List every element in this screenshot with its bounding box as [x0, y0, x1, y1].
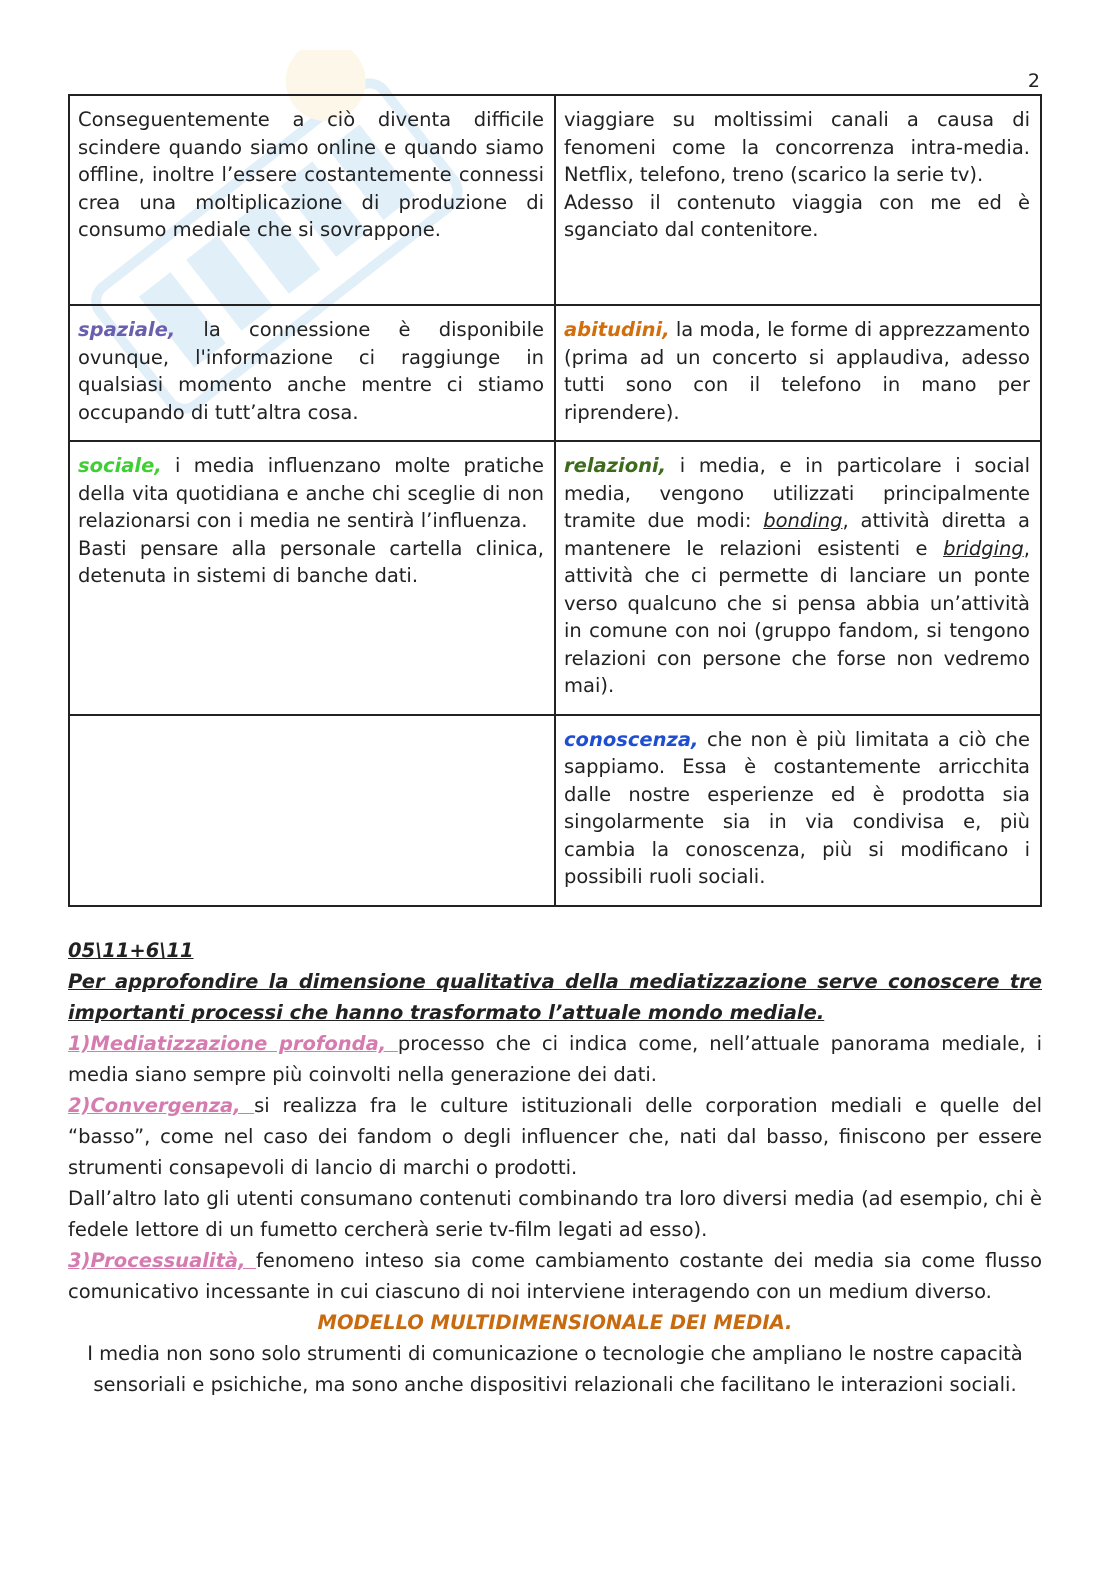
- process-1-text: processo che ci indica come, nell’attuale panorama mediale, i media siano sempre più coinvolti nella generazione dei dati.: [68, 1031, 1042, 1086]
- process-1: [68, 1028, 1042, 1090]
- model-text: I media non sono solo strumenti di comunicazione o tecnologie che ampliano le nostre capacità sensoriali e psichiche, ma sono anche dispositivi relazionali che facilitano le interazioni sociali.: [87, 1341, 1023, 1396]
- process-1-label: 1)Mediatizzazione profonda,: [68, 1031, 398, 1055]
- media-dimensions-table: [68, 94, 1042, 907]
- table-cell: [555, 715, 1041, 906]
- table-row: [69, 715, 1041, 906]
- table-cell: [69, 441, 555, 715]
- process-2-label: 2)Convergenza,: [68, 1093, 255, 1117]
- table-cell: [69, 95, 555, 305]
- section-intro: Per approfondire la dimensione qualitativa della mediatizzazione serve conoscere tre importanti processi che hanno trasformato l’attuale mondo mediale.: [68, 969, 1042, 1024]
- term-bonding: bonding: [763, 509, 843, 532]
- cell-text: che non è più limitata a ciò che sappiamo. Essa è costantemente arricchita dalle nostre esperienze ed è prodotta sia singolarmente sia in via condivisa e, più cambia la conoscenza, più si modificano i possibili ruoli sociali.: [564, 727, 1030, 888]
- keyword-sociale: sociale,: [78, 454, 162, 477]
- cell-text: , attività diretta a mantenere le relazioni esistenti e: [564, 509, 1030, 560]
- notes-section: [68, 935, 1042, 1400]
- keyword-abitudini: abitudini,: [564, 318, 670, 341]
- keyword-relazioni: relazioni,: [564, 454, 667, 477]
- model-title: MODELLO MULTIDIMENSIONALE DEI MEDIA.: [317, 1310, 793, 1334]
- table-row: [69, 305, 1041, 441]
- cell-text: la moda, le forme di apprezzamento (prima ad un concerto si applaudiva, adesso tutti sono con il telefono in mano per riprendere).: [564, 318, 1030, 424]
- cell-text: Adesso il contenuto viaggia con me ed è sganciato dal contenitore.: [564, 190, 1030, 241]
- cell-text: i media influenzano molte pratiche della vita quotidiana e anche chi sceglie di non relazionarsi con i media ne sentirà l’influenza.: [78, 454, 544, 532]
- keyword-spaziale: spaziale,: [78, 318, 176, 341]
- table-cell: [555, 305, 1041, 441]
- keyword-conoscenza: conoscenza,: [564, 727, 699, 751]
- process-3-label: 3)Processualità,: [68, 1248, 257, 1272]
- table-cell: [555, 441, 1041, 715]
- cell-text: Conseguentemente a ciò diventa difficile scindere quando siamo online e quando siamo offline, inoltre l’essere costantemente connessi crea una moltiplicazione di produzione di consumo mediale che si sovrappone.: [78, 108, 544, 241]
- process-2: [68, 1090, 1042, 1183]
- cell-text: la connessione è disponibile ovunque, l'informazione ci raggiunge in qualsiasi momento anche mentre ci stiamo occupando di tutt’altra cosa.: [78, 318, 544, 424]
- process-2-continuation: Dall’altro lato gli utenti consumano contenuti combinando tra loro diversi media (ad esempio, chi è fedele lettore di un fumetto cercherà serie tv-film legati ad esso).: [68, 1186, 1042, 1241]
- lesson-date: 05\11+6\11: [68, 938, 194, 962]
- table-cell-empty: [69, 715, 555, 906]
- process-3-text: fenomeno inteso sia come cambiamento costante dei media sia come flusso comunicativo incessante in cui ciascuno di noi interviene interagendo con un medium diverso.: [68, 1248, 1042, 1303]
- cell-text: Basti pensare alla personale cartella clinica, detenuta in sistemi di banche dati.: [78, 536, 544, 587]
- cell-text: viaggiare su moltissimi canali a causa di fenomeni come la concorrenza intra-media. Netflix, telefono, treno (scarico la serie tv).: [564, 108, 1030, 186]
- table-row: [69, 95, 1041, 305]
- process-2-text: si realizza fra le culture istituzionali delle corporation mediali e quelle del “basso”, come nel caso dei fandom o degli influencer che, nati dal basso, finiscono per essere strumenti consapevoli di lancio di marchi o prodotti.: [68, 1093, 1042, 1179]
- process-3: [68, 1245, 1042, 1307]
- page-content: [68, 94, 1042, 1400]
- table-cell: [69, 305, 555, 441]
- cell-text: , attività che ci permette di lanciare un ponte verso qualcuno che si pensa abbia un’attività in comune con noi (gruppo fandom, si tengono relazioni con persone che forse non vedremo mai).: [564, 536, 1030, 697]
- page-number: 2: [1027, 70, 1040, 92]
- table-cell: [555, 95, 1041, 305]
- term-bridging: bridging: [943, 536, 1024, 560]
- table-row: [69, 441, 1041, 715]
- cell-text: i media, e in particolare i social media, vengono utilizzati principalmente tramite due modi:: [564, 454, 1030, 532]
